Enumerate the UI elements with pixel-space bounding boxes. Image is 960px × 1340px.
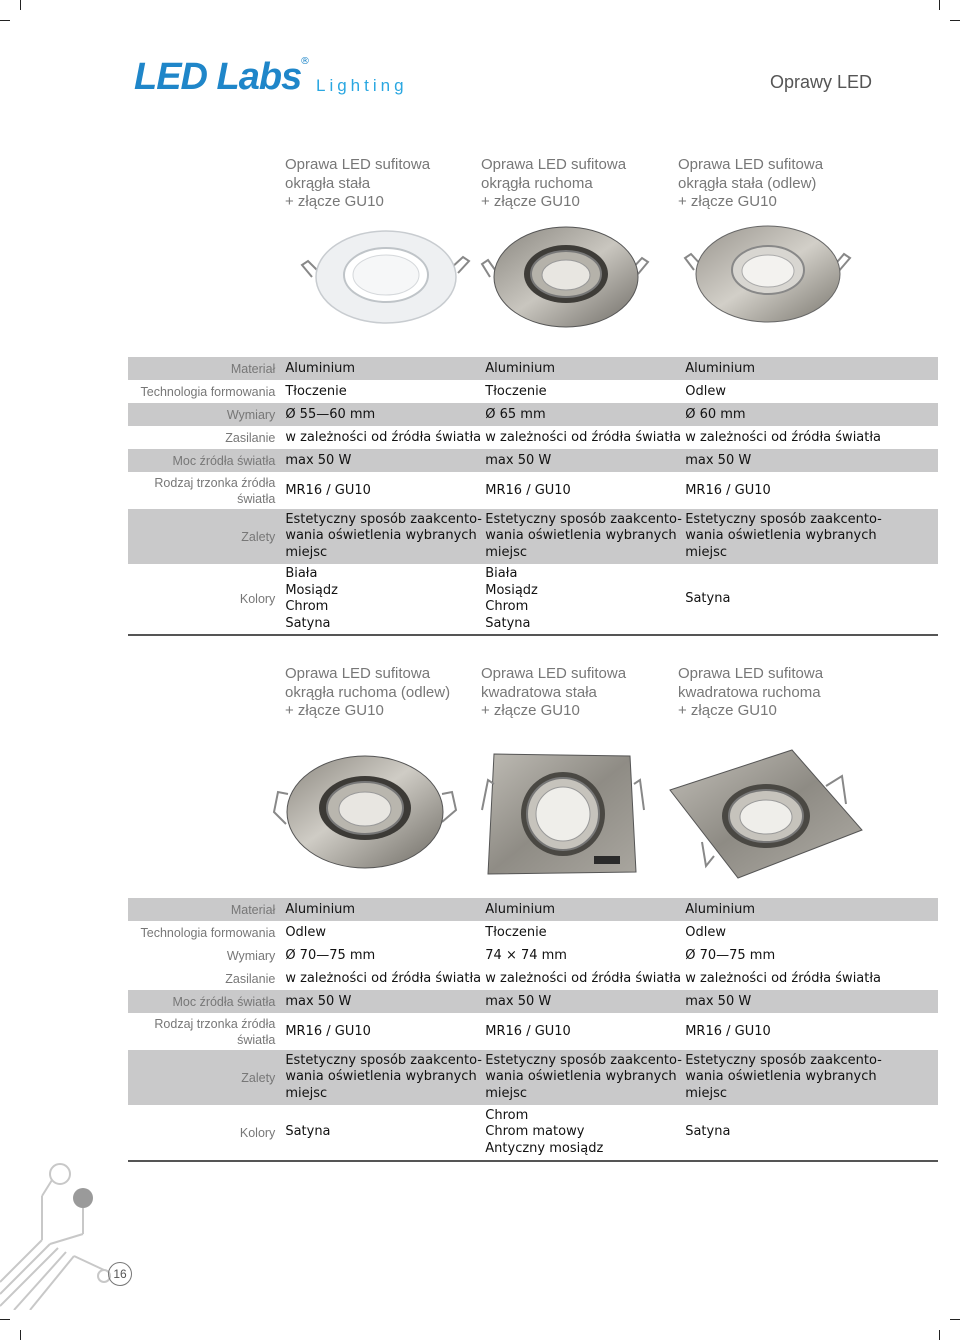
spec-row-forming: Technologia formowania Odlew Tłoczenie Odlew (140, 924, 726, 940)
product-title: Oprawa LED sufitowa kwadratowa stała + złącze GU10 (481, 665, 627, 719)
square-movable-satin-downlight-image (666, 746, 866, 886)
page-title: Oprawy LED (769, 72, 872, 92)
spec-row-wattage: Moc źródła światła max 50 W max 50 W max 50 W (128, 449, 938, 472)
spec-row-wattage: Moc źródła światła max 50 W max 50 W max 50 W (128, 990, 938, 1013)
round-fixed-cast-satin-downlight-image (680, 222, 855, 326)
crop-mark (939, 1330, 940, 1340)
brand-logo (134, 56, 424, 100)
product-title: Oprawa LED sufitowa kwadratowa ruchoma + złącze GU10 (678, 665, 824, 719)
specification-table (128, 357, 938, 636)
product-title: Oprawa LED sufitowa okrągła stała + złącze GU10 (285, 156, 431, 210)
spec-row-socket: Rodzaj trzonka źródła światła MR16 / GU10 MR16 / GU10 MR16 / GU10 (154, 475, 771, 506)
crop-mark (939, 0, 940, 10)
svg-text:LED Labs: LED Labs (134, 56, 302, 96)
square-fixed-satin-downlight-image (478, 750, 648, 880)
product-title: Oprawa LED sufitowa okrągła ruchoma + złącze GU10 (481, 156, 627, 210)
crop-mark (950, 1319, 960, 1320)
brand-tagline: Lighting (316, 76, 408, 95)
crop-mark (0, 1319, 10, 1320)
crop-mark (0, 20, 10, 21)
page-number: 16 (108, 1262, 132, 1286)
spec-row-advantages: Zalety Estetyczny sposób zaakcento- wania oświetlenia wybranych miejsc Estetyczny sposób zaakcento- wania oświetlenia wybranych miejsc Estetyczny sposób zaakcento- wania oświetlenia wybranych miejsc (128, 509, 938, 564)
brand-logo-wordmark (134, 56, 314, 96)
product-title: Oprawa LED sufitowa okrągła stała (odlew) + złącze GU10 (678, 156, 824, 210)
spec-row-advantages: Zalety Estetyczny sposób zaakcento- wania oświetlenia wybranych miejsc Estetyczny sposób zaakcento- wania oświetlenia wybranych miejsc Estetyczny sposób zaakcento- wania oświetlenia wybranych miejsc (128, 1050, 938, 1105)
round-fixed-white-downlight-image (298, 225, 473, 325)
crop-mark (20, 0, 21, 10)
crop-mark (20, 1330, 21, 1340)
round-movable-satin-downlight-image (478, 222, 653, 330)
specification-table (128, 898, 938, 1162)
product-title: Oprawa LED sufitowa okrągła ruchoma (odlew) + złącze GU10 (285, 665, 451, 719)
spec-row-socket: Rodzaj trzonka źródła światła MR16 / GU10 MR16 / GU10 MR16 / GU10 (154, 1016, 771, 1047)
circuit-decoration (0, 1160, 160, 1310)
spec-row-forming: Technologia formowania Tłoczenie Tłoczenie Odlew (140, 383, 726, 399)
crop-mark (950, 20, 960, 21)
spec-row-power-supply: Zasilanie w zależności od źródła światła w zależności od źródła światła w zależności od źródła światła (225, 429, 882, 445)
spec-row-colors: Kolory Satyna Chrom Chrom matowy Antyczny mosiądz Satyna (128, 1105, 938, 1161)
spec-row-power-supply: Zasilanie w zależności od źródła światła w zależności od źródła światła w zależności od źródła światła (225, 970, 882, 986)
spec-row-material: Materiał Aluminium Aluminium Aluminium (128, 898, 938, 921)
spec-row-dimensions: Wymiary Ø 55—60 mm Ø 65 mm Ø 60 mm (128, 403, 938, 426)
spec-row-material: Materiał Aluminium Aluminium Aluminium (128, 357, 938, 380)
registered-mark: ® (300, 56, 310, 67)
spec-row-colors: Kolory Biała Mosiądz Chrom Satyna Biała Mosiądz Chrom Satyna Satyna (128, 564, 938, 635)
spec-row-dimensions: Wymiary Ø 70—75 mm 74 × 74 mm Ø 70—75 mm (226, 947, 776, 963)
round-movable-cast-satin-downlight-image (270, 752, 460, 872)
